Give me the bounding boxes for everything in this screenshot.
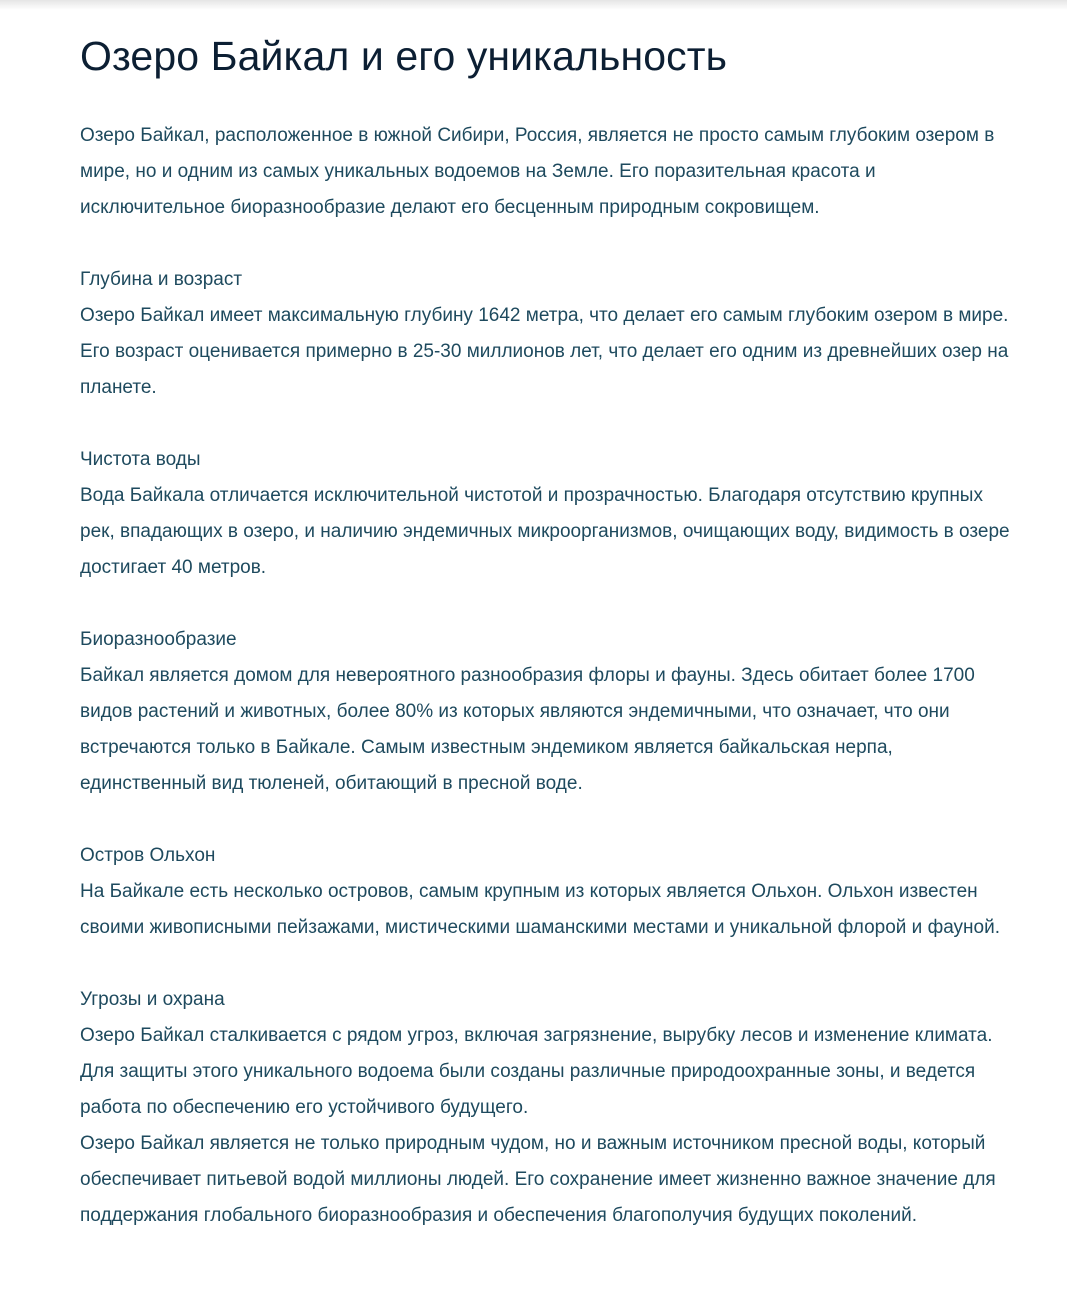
top-edge-shadow	[0, 0, 1067, 10]
section-paragraph: Озеро Байкал является не только природным чудом, но и важным источником пресной воды, который обеспечивает питьевой водой миллионы людей. Его сохранение имеет жизненно важное значение для поддержания глобального биоразнообразия и обеспечения благополучия будущих поколений.	[80, 1133, 996, 1226]
section-heading: Угрозы и охрана	[80, 989, 225, 1010]
section-paragraph: Байкал является домом для невероятного разнообразия флоры и фауны. Здесь обитает более 1700 видов растений и животных, более 80% из которых являются эндемичными, что означает, что они встречаются только в Байкале. Самым известным эндемиком является байкальская нерпа, единственный вид тюленей, обитающий в пресной воде.	[80, 665, 975, 794]
section-paragraph: Озеро Байкал имеет максимальную глубину 1642 метра, что делает его самым глубоким озером в мире. Его возраст оценивается примерно в 25-30 миллионов лет, что делает его одним из древнейших озер на планете.	[80, 305, 1009, 398]
section-threats-protection	[80, 982, 1020, 1234]
section-olkhon-island	[80, 838, 1020, 946]
section-depth-age	[80, 262, 1020, 406]
section-heading: Глубина и возраст	[80, 269, 243, 290]
section-paragraph: Вода Байкала отличается исключительной чистотой и прозрачностью. Благодаря отсутствию крупных рек, впадающих в озеро, и наличию эндемичных микроорганизмов, очищающих воду, видимость в озере достигает 40 метров.	[80, 485, 1010, 578]
section-paragraph: На Байкале есть несколько островов, самым крупным из которых является Ольхон. Ольхон известен своими живописными пейзажами, мистическими шаманскими местами и уникальной флорой и фауной.	[80, 881, 1001, 938]
section-paragraph: Озеро Байкал сталкивается с рядом угроз, включая загрязнение, вырубку лесов и изменение климата. Для защиты этого уникального водоема были созданы различные природоохранные зоны, и ведется работа по обеспечению его устойчивого будущего.	[80, 1025, 993, 1118]
intro-paragraph: Озеро Байкал, расположенное в южной Сибири, Россия, является не просто самым глубоким озером в мире, но и одним из самых уникальных водоемов на Земле. Его поразительная красота и исключительное биоразнообразие делают его бесценным природным сокровищем.	[80, 125, 995, 218]
section-heading: Остров Ольхон	[80, 845, 216, 866]
section-biodiversity	[80, 622, 1020, 802]
page-title: Озеро Байкал и его уникальность	[80, 33, 728, 79]
section-heading: Биоразнообразие	[80, 629, 237, 650]
section-heading: Чистота воды	[80, 449, 201, 470]
document-page	[80, 28, 1020, 1234]
section-water-purity	[80, 442, 1020, 586]
